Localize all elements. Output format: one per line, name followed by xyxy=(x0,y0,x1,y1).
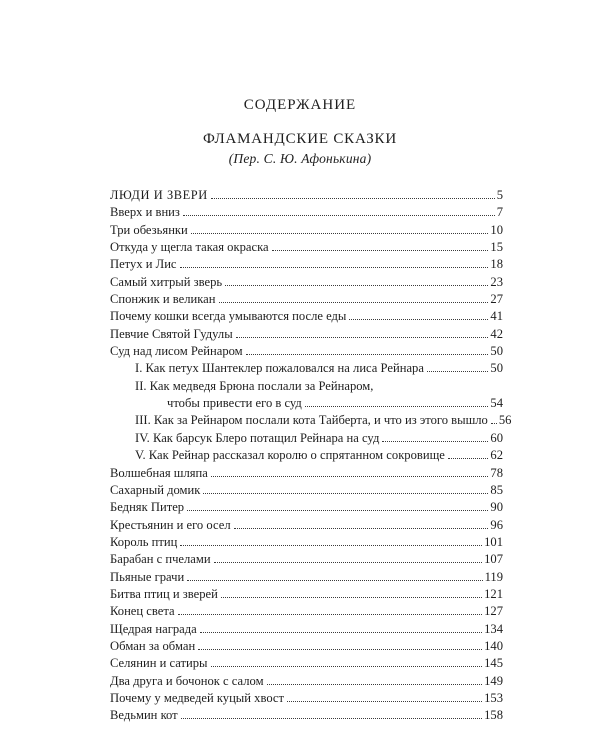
toc-entry-title: Конец света xyxy=(110,604,175,619)
section-translator: (Пер. С. Ю. Афонькина) xyxy=(228,151,372,166)
toc-entry-title: I. Как петух Шантеклер пожаловался на лиса Рейнара xyxy=(135,361,424,376)
toc-entry xyxy=(0,343,600,360)
toc-entry-title: Певчие Святой Гудулы xyxy=(110,326,233,341)
dot-leader xyxy=(427,371,488,372)
toc-entry xyxy=(0,534,600,551)
toc-entry-title: V. Как Рейнар рассказал королю о спрятанном сокровище xyxy=(135,448,445,463)
dot-leader xyxy=(187,580,482,581)
toc-entry-title: Самый хитрый зверь xyxy=(110,274,223,289)
toc-entry-page: 107 xyxy=(484,552,503,567)
toc-entry-title: Барабан с пчелами xyxy=(110,552,211,567)
dot-leader xyxy=(178,614,483,615)
toc-entry xyxy=(0,447,600,464)
toc-entry-title: Два друга и бочонок с салом xyxy=(110,673,264,688)
toc-entry-title: Три обезьянки xyxy=(110,222,188,237)
toc-entry-title: Бедняк Питер xyxy=(110,500,185,515)
toc-entry-title: Петух и Лис xyxy=(110,257,177,272)
toc-entry-page: 56 xyxy=(498,413,512,428)
toc-entry-page: 54 xyxy=(490,396,503,411)
toc-entry-page: 50 xyxy=(490,344,503,359)
toc-entry-page: 27 xyxy=(490,292,503,307)
toc-entry-title: Ведьмин кот xyxy=(110,708,178,723)
toc-entry-page: 62 xyxy=(490,448,503,463)
toc-entry xyxy=(0,499,600,516)
toc-entry-page: 96 xyxy=(490,517,503,532)
toc-entry xyxy=(0,326,600,343)
dot-leader xyxy=(382,441,488,442)
toc-entry-title: Щедрая награда xyxy=(110,621,197,636)
toc-entry-page: 41 xyxy=(490,309,503,324)
toc-entry xyxy=(0,690,600,707)
toc-entry-title: Почему у медведей куцый хвост xyxy=(110,690,285,705)
toc-entry-page: 149 xyxy=(484,673,503,688)
dot-leader xyxy=(211,476,489,477)
toc-entry-title: Битва птиц и зверей xyxy=(110,586,218,601)
toc-entry xyxy=(0,517,600,534)
toc-entry-page: 145 xyxy=(484,656,503,671)
toc-entry-page: 121 xyxy=(484,586,503,601)
toc-entry-page: 5 xyxy=(496,188,503,202)
toc-entry-page: 85 xyxy=(490,482,503,497)
toc-entry-page: 90 xyxy=(490,500,503,515)
toc-entry-page: 10 xyxy=(490,222,503,237)
dot-leader xyxy=(234,528,489,529)
dot-leader xyxy=(448,458,489,459)
toc-entry xyxy=(0,378,600,395)
toc-entry xyxy=(0,603,600,620)
dot-leader xyxy=(287,701,482,702)
toc-entry-page: 153 xyxy=(484,690,503,705)
toc-entry-page: 50 xyxy=(490,361,503,376)
toc-entry-title: Суд над лисом Рейнаром xyxy=(110,344,243,359)
toc-entry-title: Обман за обман xyxy=(110,638,196,653)
toc-entry-title: Почему кошки всегда умываются после еды xyxy=(110,309,347,324)
toc-entry-page: 15 xyxy=(490,240,503,255)
toc-entry-page: 140 xyxy=(484,638,503,653)
toc-heading: СОДЕРЖАНИЕ xyxy=(243,97,357,113)
toc-entry-page: 7 xyxy=(496,205,503,220)
toc-entry xyxy=(0,707,600,724)
toc-entry-page: 158 xyxy=(484,708,503,723)
toc-entry xyxy=(0,395,600,412)
toc-entry xyxy=(0,256,600,273)
toc-entry-title: Спонжик и великан xyxy=(110,292,216,307)
toc-entry xyxy=(0,430,600,447)
toc-entry xyxy=(0,222,600,239)
toc-entry-title: чтобы привести его в суд xyxy=(167,396,302,411)
toc-entry xyxy=(0,482,600,499)
dot-leader xyxy=(200,632,482,633)
dot-leader xyxy=(181,718,482,719)
dot-leader xyxy=(491,423,497,424)
dot-leader xyxy=(267,684,483,685)
dot-leader xyxy=(221,597,482,598)
toc-entry-page: 119 xyxy=(484,569,503,584)
toc-entry-title: III. Как за Рейнаром послали кота Тайберта, и что из этого вышло xyxy=(135,413,488,428)
dot-leader xyxy=(183,215,495,216)
dot-leader xyxy=(272,250,489,251)
toc-entry xyxy=(0,621,600,638)
toc-entry xyxy=(0,239,600,256)
toc-entry xyxy=(0,291,600,308)
dot-leader xyxy=(211,666,483,667)
dot-leader xyxy=(214,562,483,563)
toc-entry xyxy=(0,551,600,568)
toc-entry xyxy=(0,360,600,377)
toc-entry xyxy=(0,586,600,603)
toc-entry-page: 18 xyxy=(490,257,503,272)
toc-entry-title: Сахарный домик xyxy=(110,482,201,497)
toc-entry xyxy=(0,274,600,291)
toc-list xyxy=(0,187,600,725)
toc-entry xyxy=(0,465,600,482)
dot-leader xyxy=(198,649,482,650)
toc-entry-title: II. Как медведя Брюна послали за Рейнаром, xyxy=(135,378,374,393)
dot-leader xyxy=(246,354,489,355)
toc-entry-title: ЛЮДИ И ЗВЕРИ xyxy=(110,188,208,202)
dot-leader xyxy=(219,302,489,303)
toc-entry-page: 78 xyxy=(490,465,503,480)
toc-entry xyxy=(0,412,600,429)
toc-entry-title: IV. Как барсук Блеро потащил Рейнара на суд xyxy=(135,430,380,445)
toc-entry-title: Король птиц xyxy=(110,534,178,549)
toc-entry-page: 127 xyxy=(484,604,503,619)
dot-leader xyxy=(211,198,495,199)
dot-leader xyxy=(180,545,482,546)
toc-entry-title: Волшебная шляпа xyxy=(110,465,208,480)
dot-leader xyxy=(225,285,488,286)
dot-leader xyxy=(349,319,488,320)
toc-entry-title: Пьяные грачи xyxy=(110,569,185,584)
toc-entry xyxy=(0,569,600,586)
toc-entry-title: Селянин и сатиры xyxy=(110,656,208,671)
toc-entry xyxy=(0,673,600,690)
toc-entry-title: Крестьянин и его осел xyxy=(110,517,231,532)
toc-entry-page: 60 xyxy=(490,430,503,445)
dot-leader xyxy=(236,337,489,338)
toc-entry xyxy=(0,308,600,325)
dot-leader xyxy=(191,233,489,234)
section-title: ФЛАМАНДСКИЕ СКАЗКИ xyxy=(203,131,397,147)
toc-entry xyxy=(0,204,600,221)
toc-entry-page: 134 xyxy=(484,621,503,636)
toc-entry xyxy=(0,638,600,655)
dot-leader xyxy=(305,406,489,407)
toc-entry-page: 23 xyxy=(490,274,503,289)
toc-entry xyxy=(0,187,600,204)
toc-entry-title: Вверх и вниз xyxy=(110,205,180,220)
toc-entry-page: 42 xyxy=(490,326,503,341)
toc-entry-title: Откуда у щегла такая окраска xyxy=(110,240,269,255)
toc-entry xyxy=(0,655,600,672)
dot-leader xyxy=(180,267,489,268)
toc-entry-page: 101 xyxy=(484,534,503,549)
dot-leader xyxy=(187,510,488,511)
dot-leader xyxy=(203,493,488,494)
